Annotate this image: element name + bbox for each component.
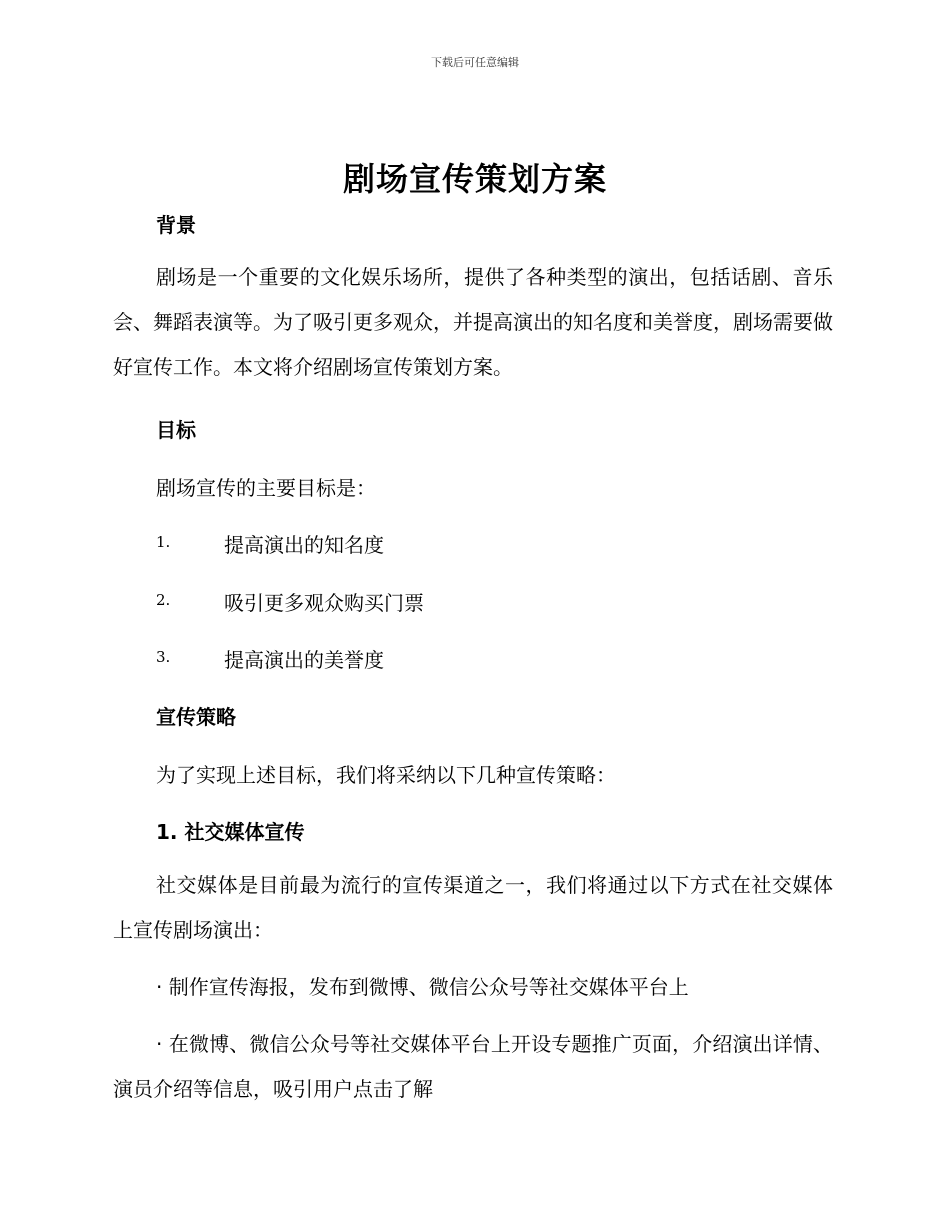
heading-strategy: 宣传策略 xyxy=(156,705,236,729)
list-item-number: 3. xyxy=(156,648,171,666)
paragraph-background: 剧场是一个重要的文化娱乐场所，提供了各种类型的演出，包括话剧、音乐会、舞蹈表演等。为了吸引更多观众，并提高演出的知名度和美誉度，剧场需要做好宣传工作。本文将介绍剧场宣传策划方案。 xyxy=(113,265,833,379)
list-item-number: 2. xyxy=(156,591,171,609)
strategy-intro: 为了实现上述目标，我们将采纳以下几种宣传策略： xyxy=(156,763,616,787)
bullet-item-poster: · 制作宣传海报，发布到微博、微信公众号等社交媒体平台上 xyxy=(156,975,689,999)
bullet-item-promo-page: · 在微博、微信公众号等社交媒体平台上开设专题推广页面，介绍演出详情、演员介绍等信息，吸引用户点击了解 xyxy=(113,1032,833,1101)
list-item: 吸引更多观众购买门票 xyxy=(224,591,424,615)
heading-goals: 目标 xyxy=(156,418,196,442)
goals-intro: 剧场宣传的主要目标是： xyxy=(156,476,376,500)
heading-background: 背景 xyxy=(156,213,196,237)
heading-social-media: 1. 社交媒体宣传 xyxy=(156,820,305,844)
list-item-number: 1. xyxy=(156,533,171,551)
paragraph-social-media: 社交媒体是目前最为流行的宣传渠道之一，我们将通过以下方式在社交媒体上宣传剧场演出： xyxy=(113,873,833,942)
list-item: 提高演出的知名度 xyxy=(224,533,384,557)
list-item: 提高演出的美誉度 xyxy=(224,648,384,672)
page-title: 剧场宣传策划方案 xyxy=(342,160,607,198)
header-note: 下载后可任意编辑 xyxy=(431,56,519,69)
